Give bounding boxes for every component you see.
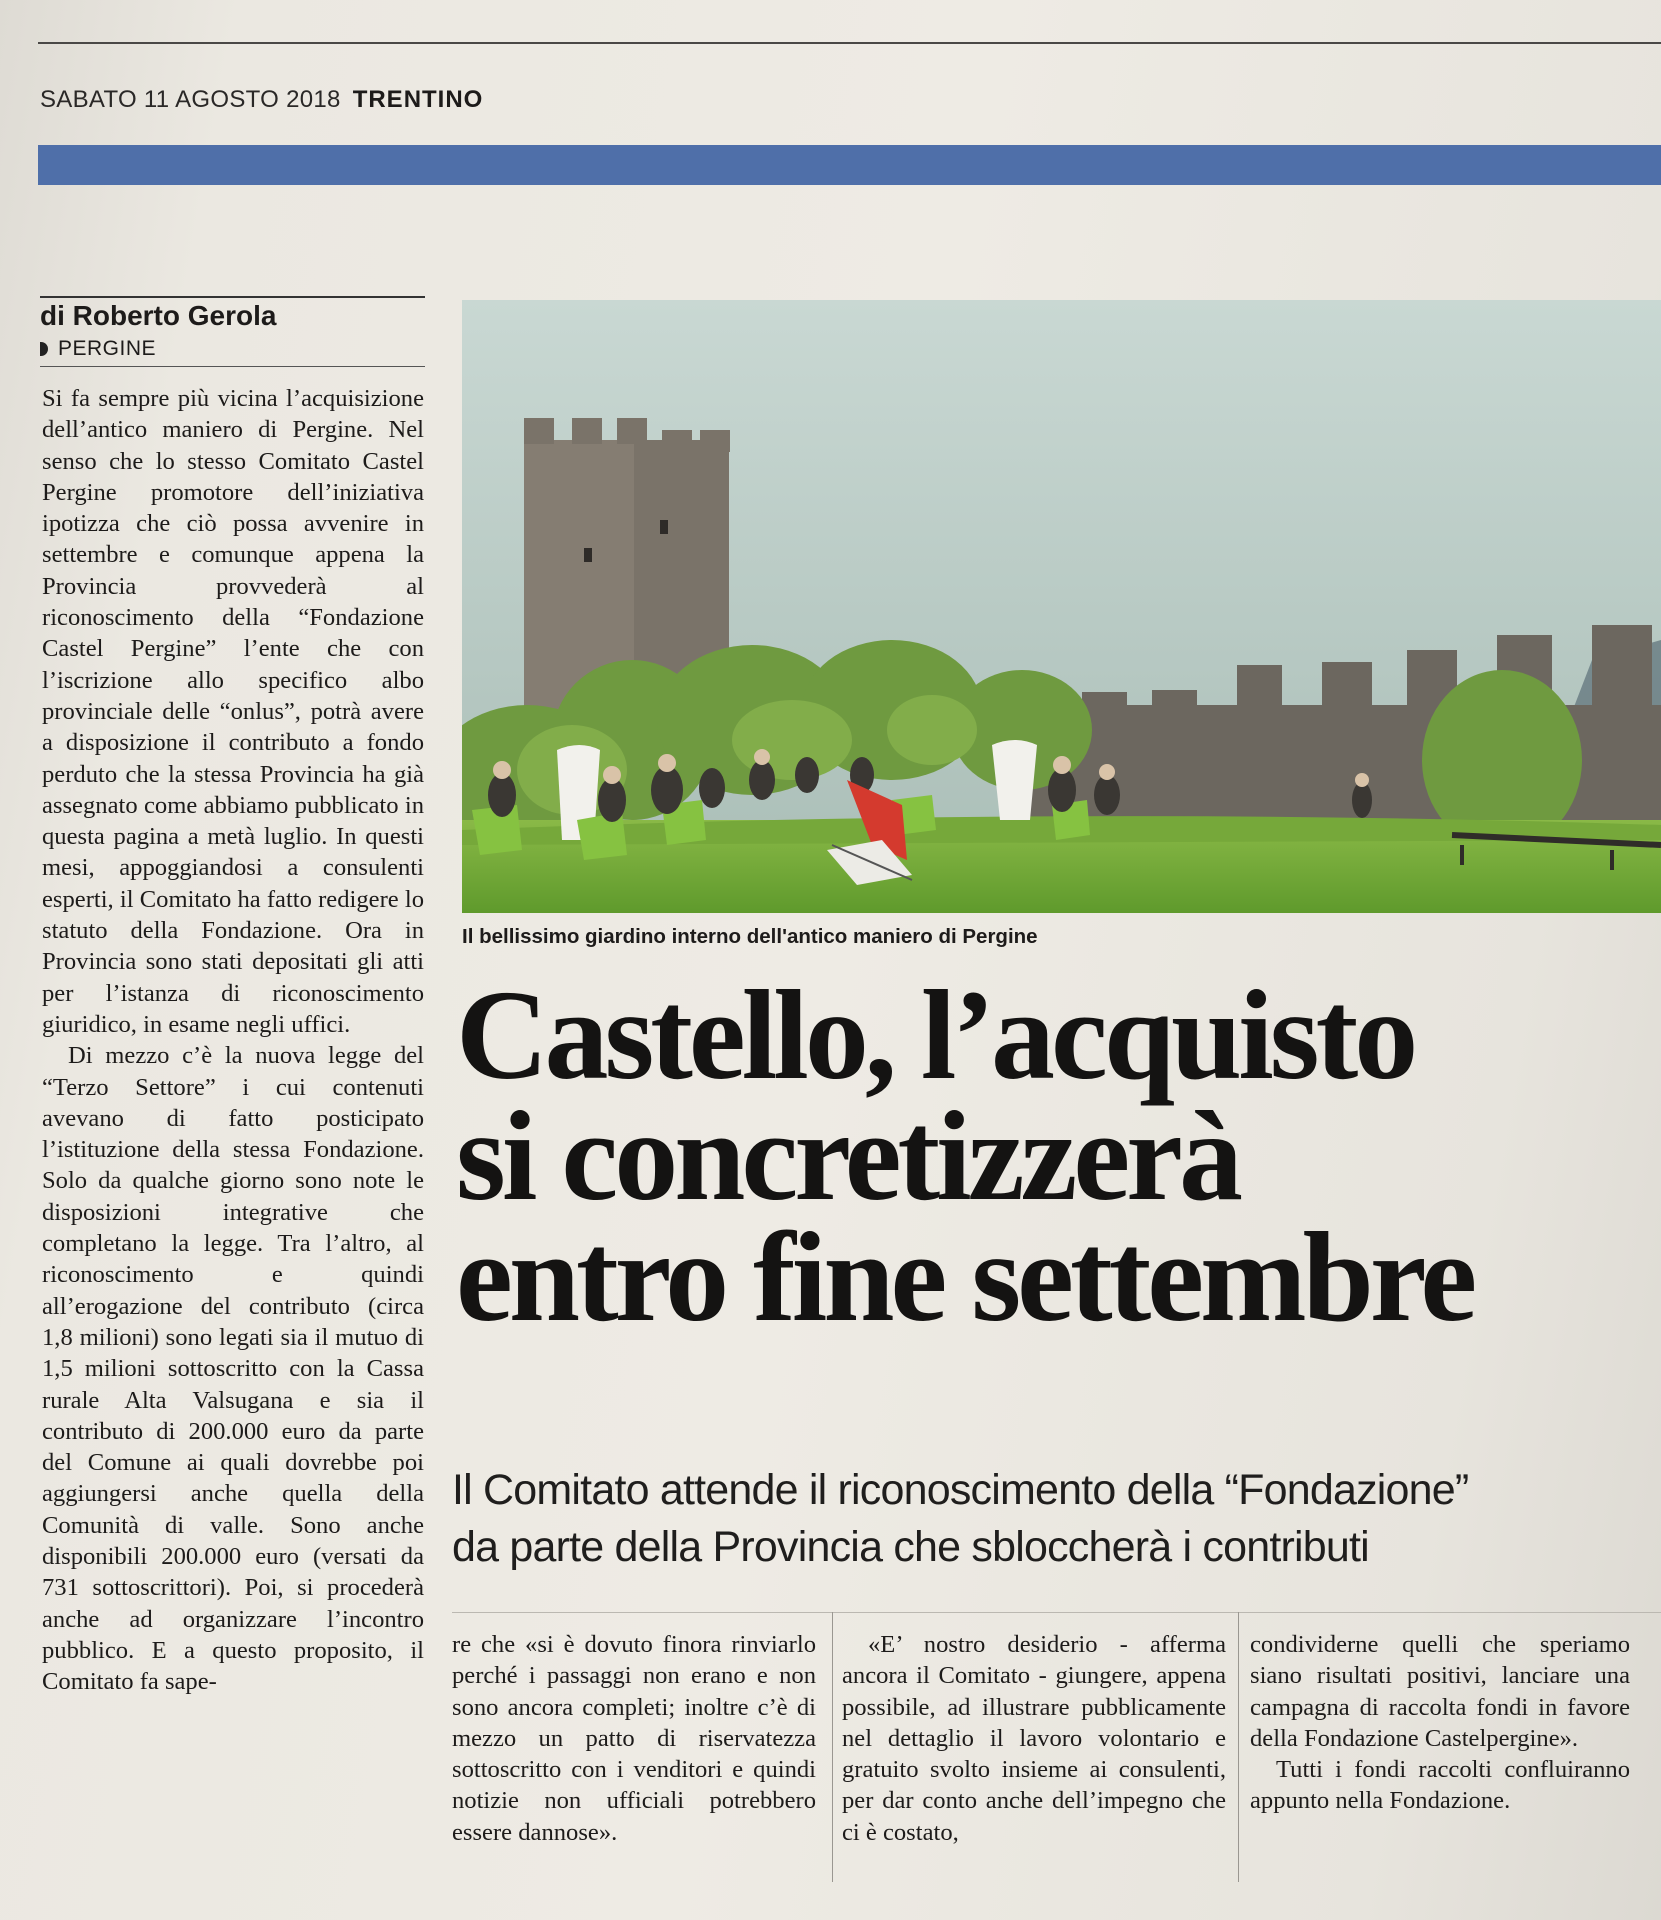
article-column-1 [42, 383, 424, 1697]
column-divider [1238, 1612, 1239, 1882]
top-rule [38, 42, 1661, 44]
page-header [40, 86, 483, 114]
article-column-4 [1250, 1629, 1630, 1817]
article-headline [456, 964, 1661, 1348]
paragraph: «E’ nostro desiderio - afferma ancora il Comitato - giungere, appena possibile, ad illustrare pubblicamente nel dettaglio il lavoro volontario e gratuito svolto insieme ai consulenti, per dar conto anche dell’impegno che ci è costato, [842, 1631, 1226, 1846]
paragraph: re che «si è dovuto finora rinviarlo perché i passaggi non erano e non sono ancora completi; inoltre c’è di mezzo un patto di riservatezza sottoscritto con i venditori e quindi notizie non ufficiali potrebbero essere dannose». [452, 1631, 816, 1846]
subhead-line-2: da parte della Provincia che sbloccherà i contributi [452, 1523, 1369, 1571]
section-name: TRENTINO [352, 86, 484, 113]
article-subheadline [452, 1462, 1661, 1576]
headline-line-3: entro fine settembre [456, 1206, 1474, 1348]
headline-line-1: Castello, l’acquisto [456, 964, 1415, 1106]
location-marker-icon [40, 342, 48, 356]
paragraph: condividerne quelli che speriamo siano risultati positivi, lanciare una campagna di raccolta fondi in favore della Fondazione Castelpergine». [1250, 1631, 1630, 1752]
column-divider [832, 1612, 833, 1882]
paragraph: Di mezzo c’è la nuova legge del “Terzo Settore” i cui contenuti avevano di fatto posticipato l’istituzione della stessa Fondazione. Solo da qualche giorno sono note le disposizioni integrative che completano la legge. Tra l’altro, al riconoscimento e quindi all’erogazione del contributo (circa 1,8 milioni) sono legati sia il mutuo di 1,5 milioni sottoscritto con la Cassa rurale Alta Valsugana e sia il contributo di 200.000 euro da parte del Comune ai quali dovrebbe poi aggiungersi anche quella della Comunità di valle. Sono anche disponibili 200.000 euro (versati da 731 sottoscrittori). Poi, si procederà anche ad organizzare l’incontro pubblico. E a questo proposito, il Comitato fa sape- [42, 1042, 424, 1696]
author-byline: di Roberto Gerola [40, 300, 277, 331]
headline-line-2: si concretizzerà [456, 1085, 1239, 1227]
article-column-2 [452, 1629, 816, 1848]
castle-garden-photo [462, 300, 1661, 913]
subhead-line-1: Il Comitato attende il riconoscimento della “Fondazione” [452, 1466, 1469, 1514]
location-tag [40, 337, 156, 361]
columns-top-rule [452, 1612, 1661, 1613]
photo-caption: Il bellissimo giardino interno dell'antico maniero di Pergine [462, 925, 1038, 948]
byline-rule [40, 296, 425, 298]
issue-date: SABATO 11 AGOSTO 2018 [40, 86, 341, 113]
paragraph: Si fa sempre più vicina l’acquisizione dell’antico maniero di Pergine. Nel senso che lo stesso Comitato Castel Pergine promotore dell’iniziativa ipotizza che ciò possa avvenire in settembre e comunque appena la Provincia provvederà al riconoscimento della “Fondazione Castel Pergine” l’ente che con l’iscrizione allo specifico albo provinciale delle “onlus”, potrà avere a disposizione il contributo a fondo perduto che la stessa Provincia ha già assegnato come abbiamo pubblicato in questa pagina a metà luglio. In questi mesi, appoggiandosi a consulenti esperti, il Comitato ha fatto redigere lo statuto della Fondazione. Ora in Provincia sono stati depositati gli atti per l’istanza di riconoscimento giuridico, in esame negli uffici. [42, 385, 424, 1038]
byline-rule-bottom [40, 366, 425, 367]
section-color-bar [38, 145, 1661, 185]
paragraph: Tutti i fondi raccolti confluiranno appunto nella Fondazione. [1250, 1756, 1630, 1815]
article-column-3 [842, 1629, 1226, 1848]
location-label: PERGINE [58, 337, 157, 360]
